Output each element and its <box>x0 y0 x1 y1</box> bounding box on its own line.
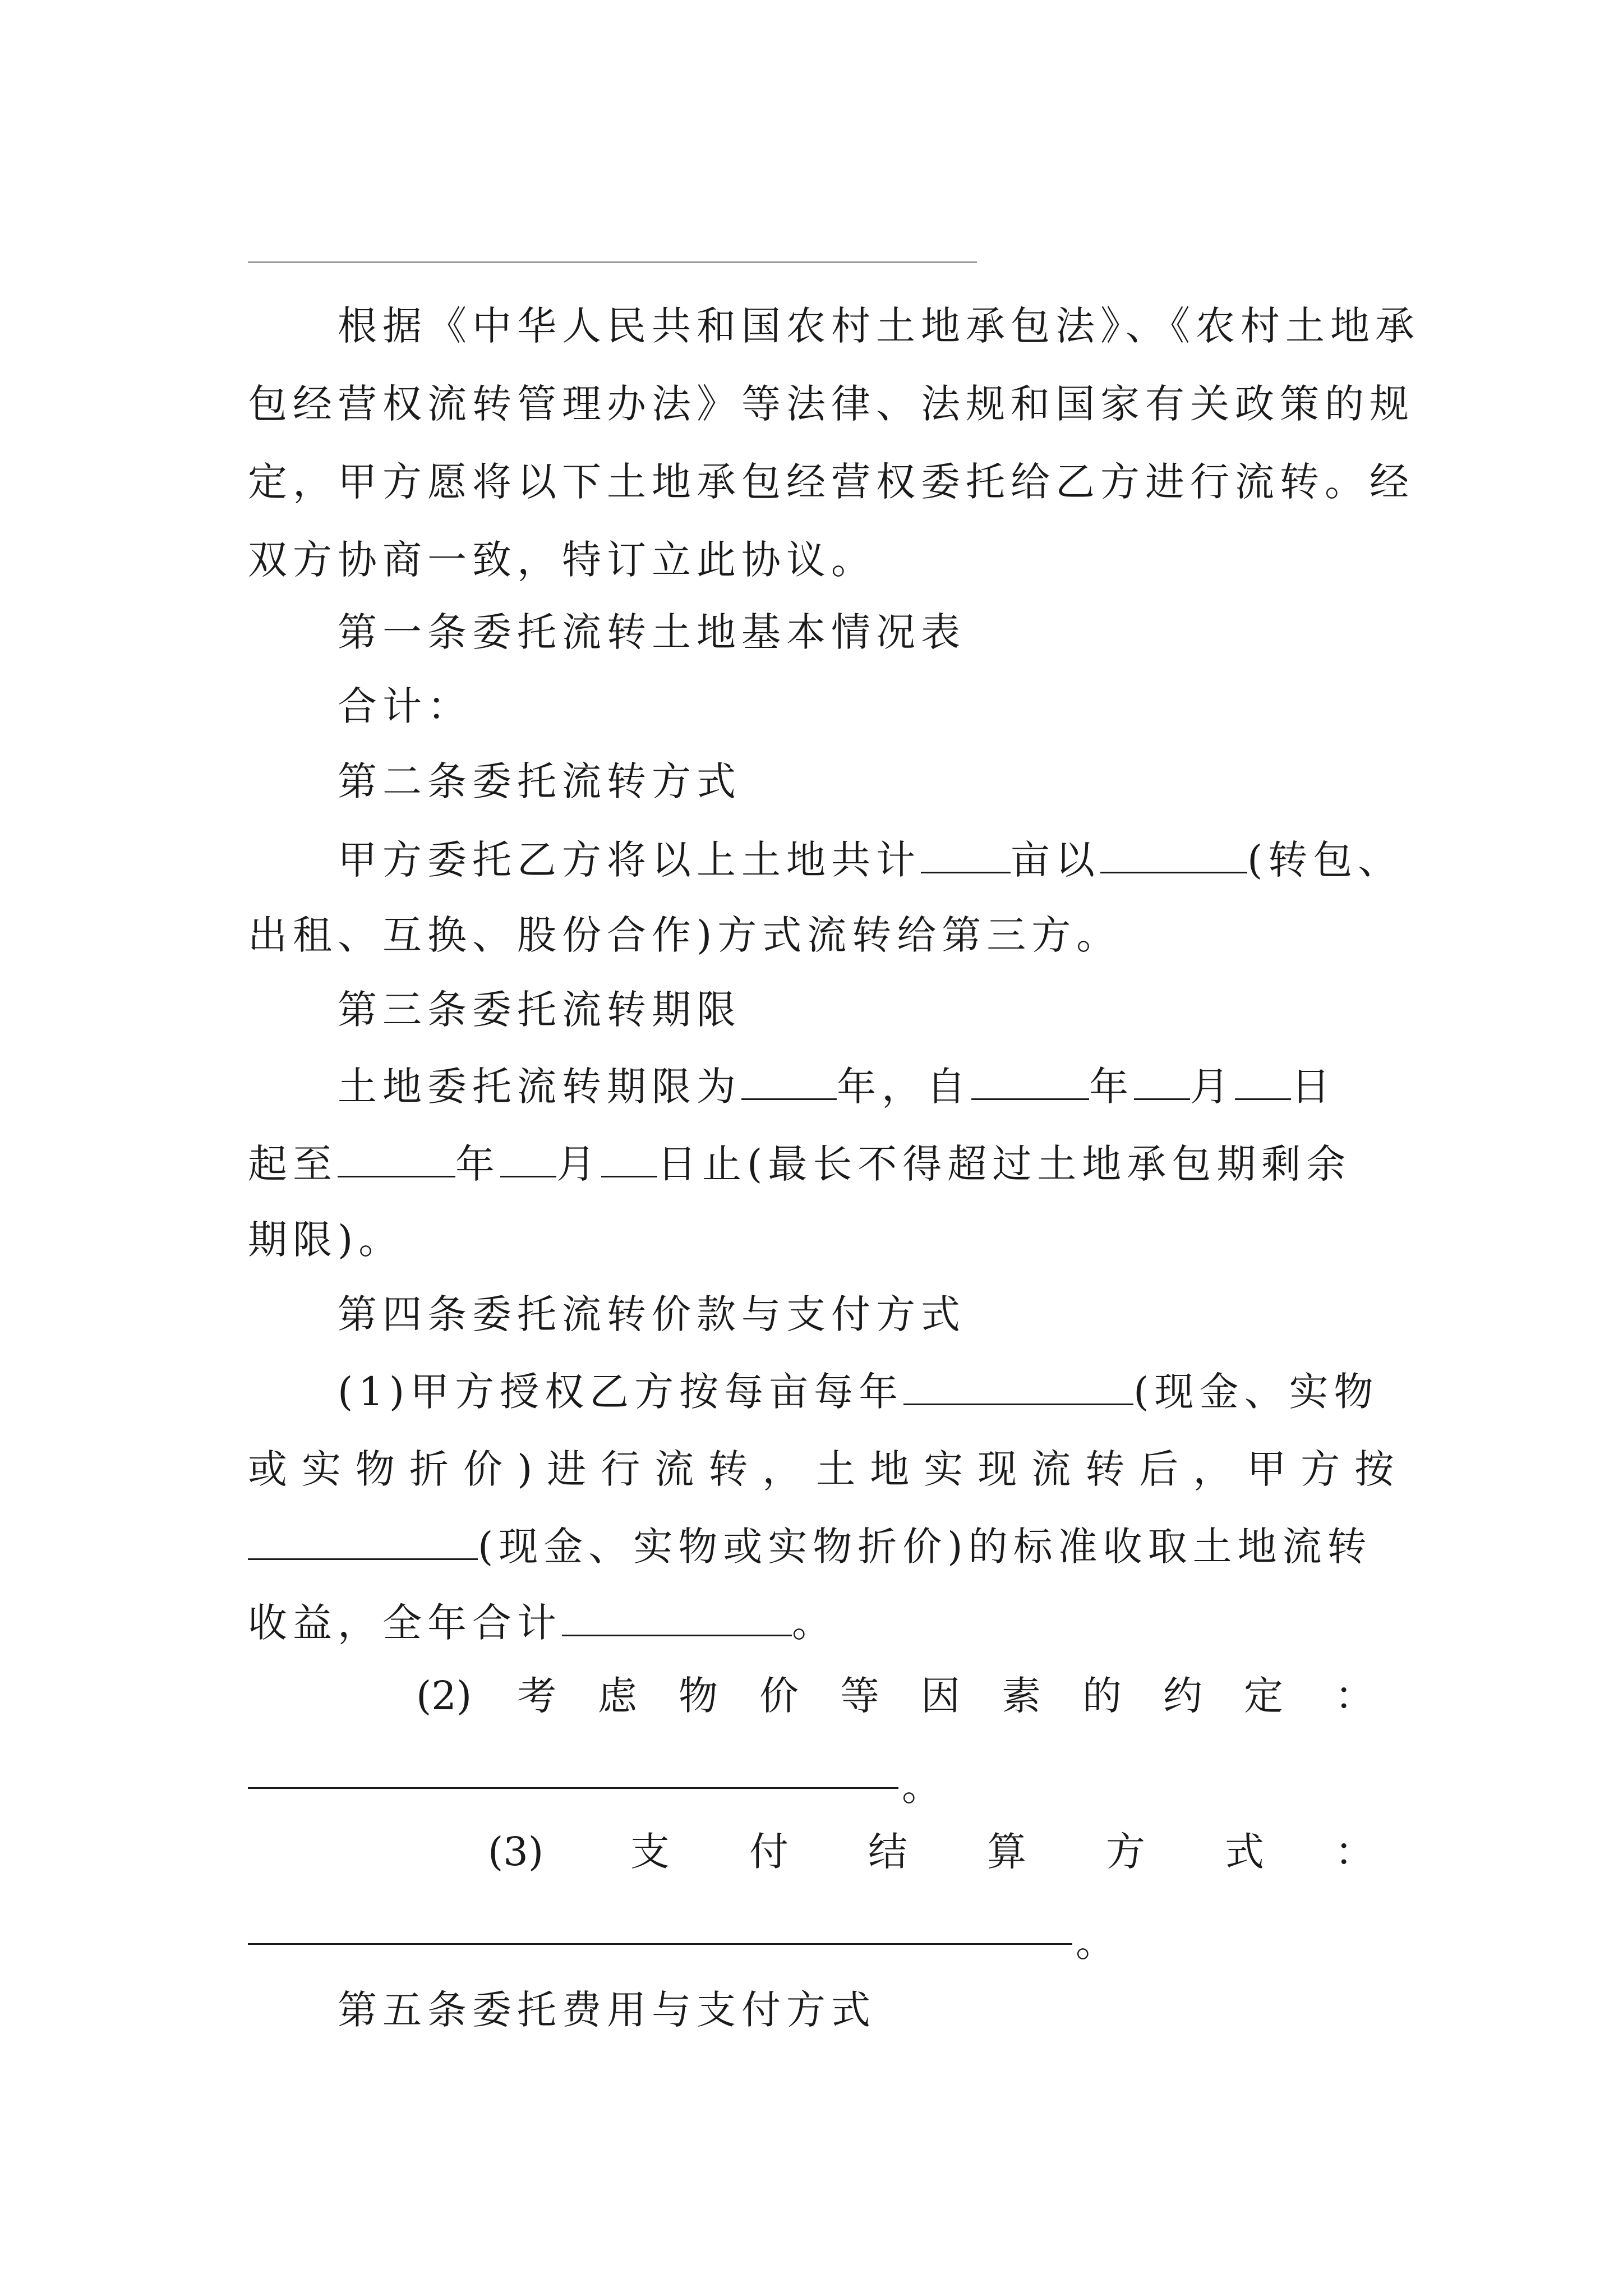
blank-field <box>1134 1055 1190 1100</box>
blank-field <box>601 1132 657 1177</box>
item-2-colon: ： <box>1335 1673 1374 1719</box>
item-2-char: 约 <box>1163 1673 1202 1719</box>
text: 年，自 <box>837 1064 971 1110</box>
text: (现金、实物 <box>1133 1369 1379 1415</box>
item-3-char: 方 <box>1106 1829 1145 1875</box>
item-3-char: 算 <box>987 1829 1026 1875</box>
text: 土地委托流转期限为 <box>338 1064 741 1110</box>
blank-field <box>562 1591 792 1636</box>
text: (1)甲方授权乙方按每亩每年 <box>338 1369 904 1415</box>
item-3-period: 。 <box>1076 1920 1115 1966</box>
text: 月 <box>556 1141 601 1187</box>
article-4-line-4 <box>248 1591 1375 1653</box>
item-3-char: 式 <box>1225 1829 1264 1875</box>
article-5-title: 第五条委托费用与支付方式 <box>338 1987 876 2033</box>
item-2-char: 价 <box>759 1673 799 1719</box>
article-3-title: 第三条委托流转期限 <box>338 987 741 1033</box>
blank-field <box>903 1360 1133 1405</box>
blank-field <box>921 828 1011 873</box>
text: 起至 <box>248 1141 338 1187</box>
text: 亩以 <box>1011 837 1100 883</box>
text: 甲方委托乙方将以上土地共计 <box>338 837 921 883</box>
item-2-char: 虑 <box>598 1673 637 1719</box>
blank-field <box>741 1055 837 1100</box>
header-divider <box>248 261 977 263</box>
item-2-label: (2) <box>416 1673 472 1719</box>
blank-field <box>248 1515 478 1560</box>
item-2-char: 素 <box>1002 1673 1041 1719</box>
item-3-label: (3) <box>488 1829 544 1875</box>
item-3-colon: ： <box>1335 1829 1374 1875</box>
blank-field <box>1235 1055 1291 1100</box>
text: 。 <box>792 1600 837 1646</box>
text: 年 <box>455 1141 500 1187</box>
total-label: 合计： <box>338 683 472 729</box>
blank-field <box>500 1132 556 1177</box>
preamble-line-4: 双方协商一致，特订立此协议。 <box>248 537 876 583</box>
article-2-line-1 <box>338 828 1465 890</box>
article-2-title: 第二条委托流转方式 <box>338 758 741 804</box>
article-4-title: 第四条委托流转价款与支付方式 <box>338 1291 966 1337</box>
text: 年 <box>1089 1064 1134 1110</box>
item-2-blank-line <box>248 1787 898 1789</box>
item-2-char: 的 <box>1082 1673 1122 1719</box>
article-3-line-2 <box>248 1132 1375 1194</box>
article-1-title: 第一条委托流转土地基本情况表 <box>338 609 966 655</box>
preamble-line-2: 包经营权流转管理办法》等法律、法规和国家有关政策的规 <box>248 381 1414 427</box>
item-2-char: 物 <box>679 1673 718 1719</box>
article-3-line-3: 期限)。 <box>248 1217 404 1263</box>
item-3-char: 付 <box>749 1829 789 1875</box>
text: (现金、实物或实物折价)的标准收取土地流转 <box>478 1524 1372 1570</box>
article-3-line-1 <box>338 1055 1465 1116</box>
item-2-char: 等 <box>840 1673 879 1719</box>
item-3-char: 支 <box>630 1829 670 1875</box>
item-2-period: 。 <box>902 1764 941 1810</box>
text: 日 <box>1291 1064 1336 1110</box>
text: 收益，全年合计 <box>248 1600 562 1646</box>
item-2-char: 因 <box>921 1673 960 1719</box>
blank-field <box>971 1055 1089 1100</box>
item-3-blank-line <box>248 1943 1072 1945</box>
item-3-char: 结 <box>868 1829 907 1875</box>
blank-field <box>1100 828 1247 873</box>
preamble-line-3: 定，甲方愿将以下土地承包经营权委托给乙方进行流转。经 <box>248 459 1414 505</box>
preamble-line-1: 根据《中华人民共和国农村土地承包法》、《农村土地承 <box>338 303 1420 349</box>
article-2-line-2: 出租、互换、股份合作)方式流转给第三方。 <box>248 912 1122 958</box>
item-2-char: 考 <box>517 1673 556 1719</box>
item-2-char: 定 <box>1244 1673 1283 1719</box>
article-4-line-2: 或实物折价)进行流转，土地实现流转后，甲方按 <box>248 1446 1409 1492</box>
blank-field <box>338 1132 455 1177</box>
article-4-line-3 <box>248 1515 1375 1576</box>
text: 日止(最长不得超过土地承包期剩余 <box>657 1141 1352 1187</box>
text: (转包、 <box>1247 837 1403 883</box>
article-4-line-1 <box>338 1360 1465 1421</box>
text: 月 <box>1190 1064 1235 1110</box>
